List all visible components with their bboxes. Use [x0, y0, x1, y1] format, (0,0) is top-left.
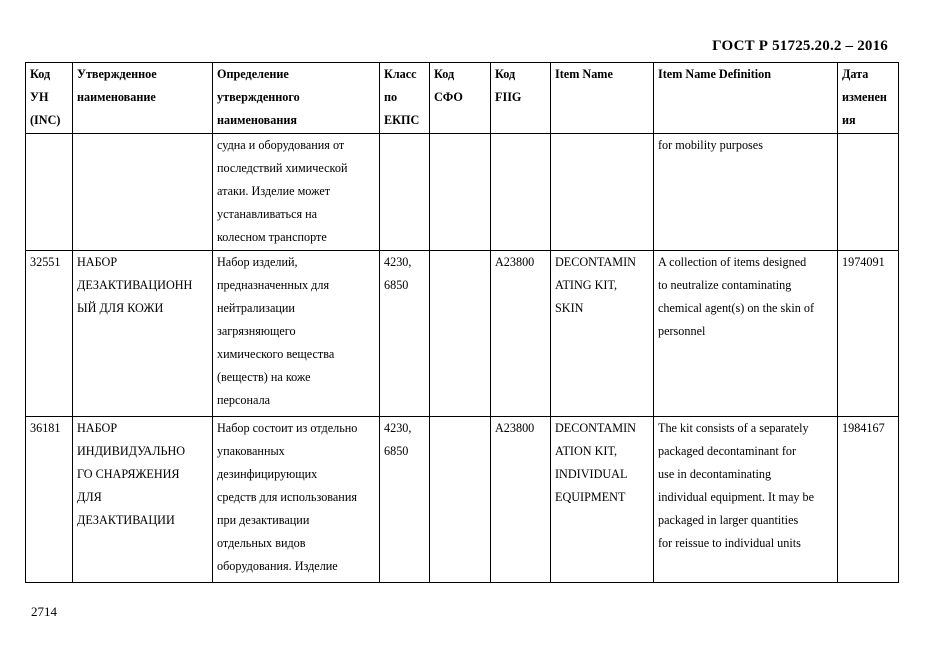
cell-item-name — [551, 134, 654, 251]
cell-item-name: DECONTAMIN ATING KIT, SKIN — [551, 251, 654, 417]
cell-class: 4230, 6850 — [380, 251, 430, 417]
cell-date: 1974091 — [838, 251, 899, 417]
cell-definition: Набор состоит из отдельно упакованных дезинфицирующих средств для использования при дезактивации отдельных видов оборудования. Изделие — [213, 417, 380, 583]
table-row — [26, 251, 899, 417]
cell-code: 32551 — [26, 251, 73, 417]
cell-sfo — [430, 417, 491, 583]
cell-fiig: A23800 — [491, 251, 551, 417]
col-header-date: Дата изменен ия — [838, 63, 899, 134]
cell-fiig — [491, 134, 551, 251]
cell-name: НАБОР ДЕЗАКТИВАЦИОНН ЫЙ ДЛЯ КОЖИ — [73, 251, 213, 417]
col-header-code: Код УН (INC) — [26, 63, 73, 134]
page-number: 2714 — [31, 604, 57, 619]
col-header-item-name: Item Name — [551, 63, 654, 134]
col-header-approved-name: Утвержденное наименование — [73, 63, 213, 134]
cell-code — [26, 134, 73, 251]
cell-class — [380, 134, 430, 251]
item-names-table — [25, 62, 899, 583]
cell-code: 36181 — [26, 417, 73, 583]
cell-item-name: DECONTAMIN ATION KIT, INDIVIDUAL EQUIPMENT — [551, 417, 654, 583]
table-row — [26, 417, 899, 583]
cell-item-definition: for mobility purposes — [654, 134, 838, 251]
cell-definition: Набор изделий, предназначенных для нейтрализации загрязняющего химического вещества (веществ) на коже персонала — [213, 251, 380, 417]
table-header-row — [26, 63, 899, 134]
cell-date — [838, 134, 899, 251]
cell-name — [73, 134, 213, 251]
col-header-sfo: Код СФО — [430, 63, 491, 134]
cell-date: 1984167 — [838, 417, 899, 583]
col-header-definition: Определение утвержденного наименования — [213, 63, 380, 134]
col-header-fiig: Код FIIG — [491, 63, 551, 134]
cell-item-definition: The kit consists of a separately packaged decontaminant for use in decontaminating individual equipment. It may be packaged in larger quantities for reissue to individual units — [654, 417, 838, 583]
table-row — [26, 134, 899, 251]
cell-name: НАБОР ИНДИВИДУАЛЬНО ГО СНАРЯЖЕНИЯ ДЛЯ ДЕЗАКТИВАЦИИ — [73, 417, 213, 583]
document-standard-header: ГОСТ Р 51725.20.2 – 2016 — [712, 38, 888, 54]
cell-sfo — [430, 134, 491, 251]
cell-fiig: A23800 — [491, 417, 551, 583]
col-header-item-definition: Item Name Definition — [654, 63, 838, 134]
cell-item-definition: A collection of items designed to neutralize contaminating chemical agent(s) on the skin of personnel — [654, 251, 838, 417]
col-header-class: Класс по ЕКПС — [380, 63, 430, 134]
cell-class: 4230, 6850 — [380, 417, 430, 583]
cell-definition: судна и оборудования от последствий химической атаки. Изделие может устанавливаться на колесном транспорте — [213, 134, 380, 251]
cell-sfo — [430, 251, 491, 417]
